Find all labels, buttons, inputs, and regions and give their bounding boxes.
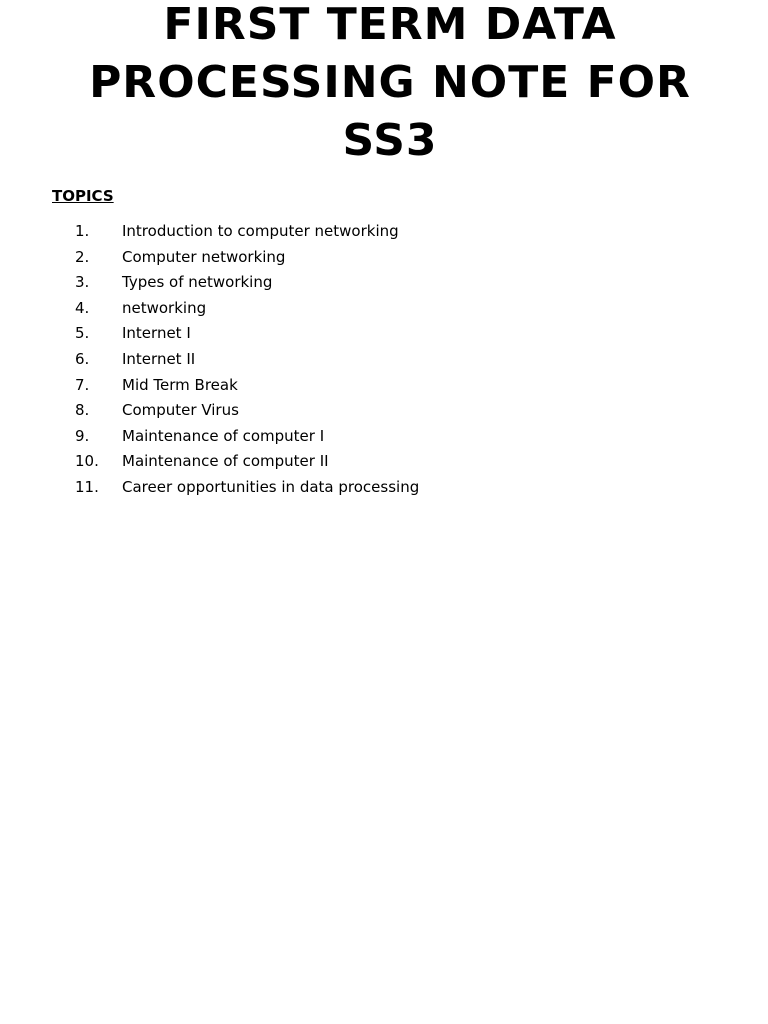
page-title: FIRST TERM DATA PROCESSING NOTE FOR SS3 — [89, 0, 691, 166]
list-item-text: networking — [122, 298, 207, 317]
list-item-text: Internet I — [122, 324, 191, 343]
list-item-text: Internet II — [122, 349, 196, 368]
list-item-text: Computer Virus — [122, 401, 239, 420]
list-item-number: 6. — [75, 349, 90, 368]
list-item-text: Career opportunities in data processing — [122, 477, 420, 496]
list-item-number: 8. — [75, 401, 90, 420]
list-item-text: Maintenance of computer I — [122, 426, 325, 445]
list-item-text: Types of networking — [122, 273, 273, 292]
list-item-number: 9. — [75, 426, 90, 445]
list-item-number: 11. — [75, 477, 99, 496]
list-item-text: Mid Term Break — [122, 375, 238, 394]
list-item-text: Maintenance of computer II — [122, 452, 329, 471]
list-item-number: 2. — [75, 247, 90, 266]
list-item-number: 7. — [75, 375, 90, 394]
list-item-number: 1. — [75, 222, 90, 240]
list-item-text: Computer networking — [122, 247, 286, 266]
list-item-text: Introduction to computer networking — [122, 222, 399, 240]
topics-heading: TOPICS — [52, 187, 114, 205]
list-item-number: 10. — [75, 452, 99, 471]
list-item-number: 4. — [75, 298, 90, 317]
list-item-number: 3. — [75, 273, 90, 292]
list-item-number: 5. — [75, 324, 90, 343]
